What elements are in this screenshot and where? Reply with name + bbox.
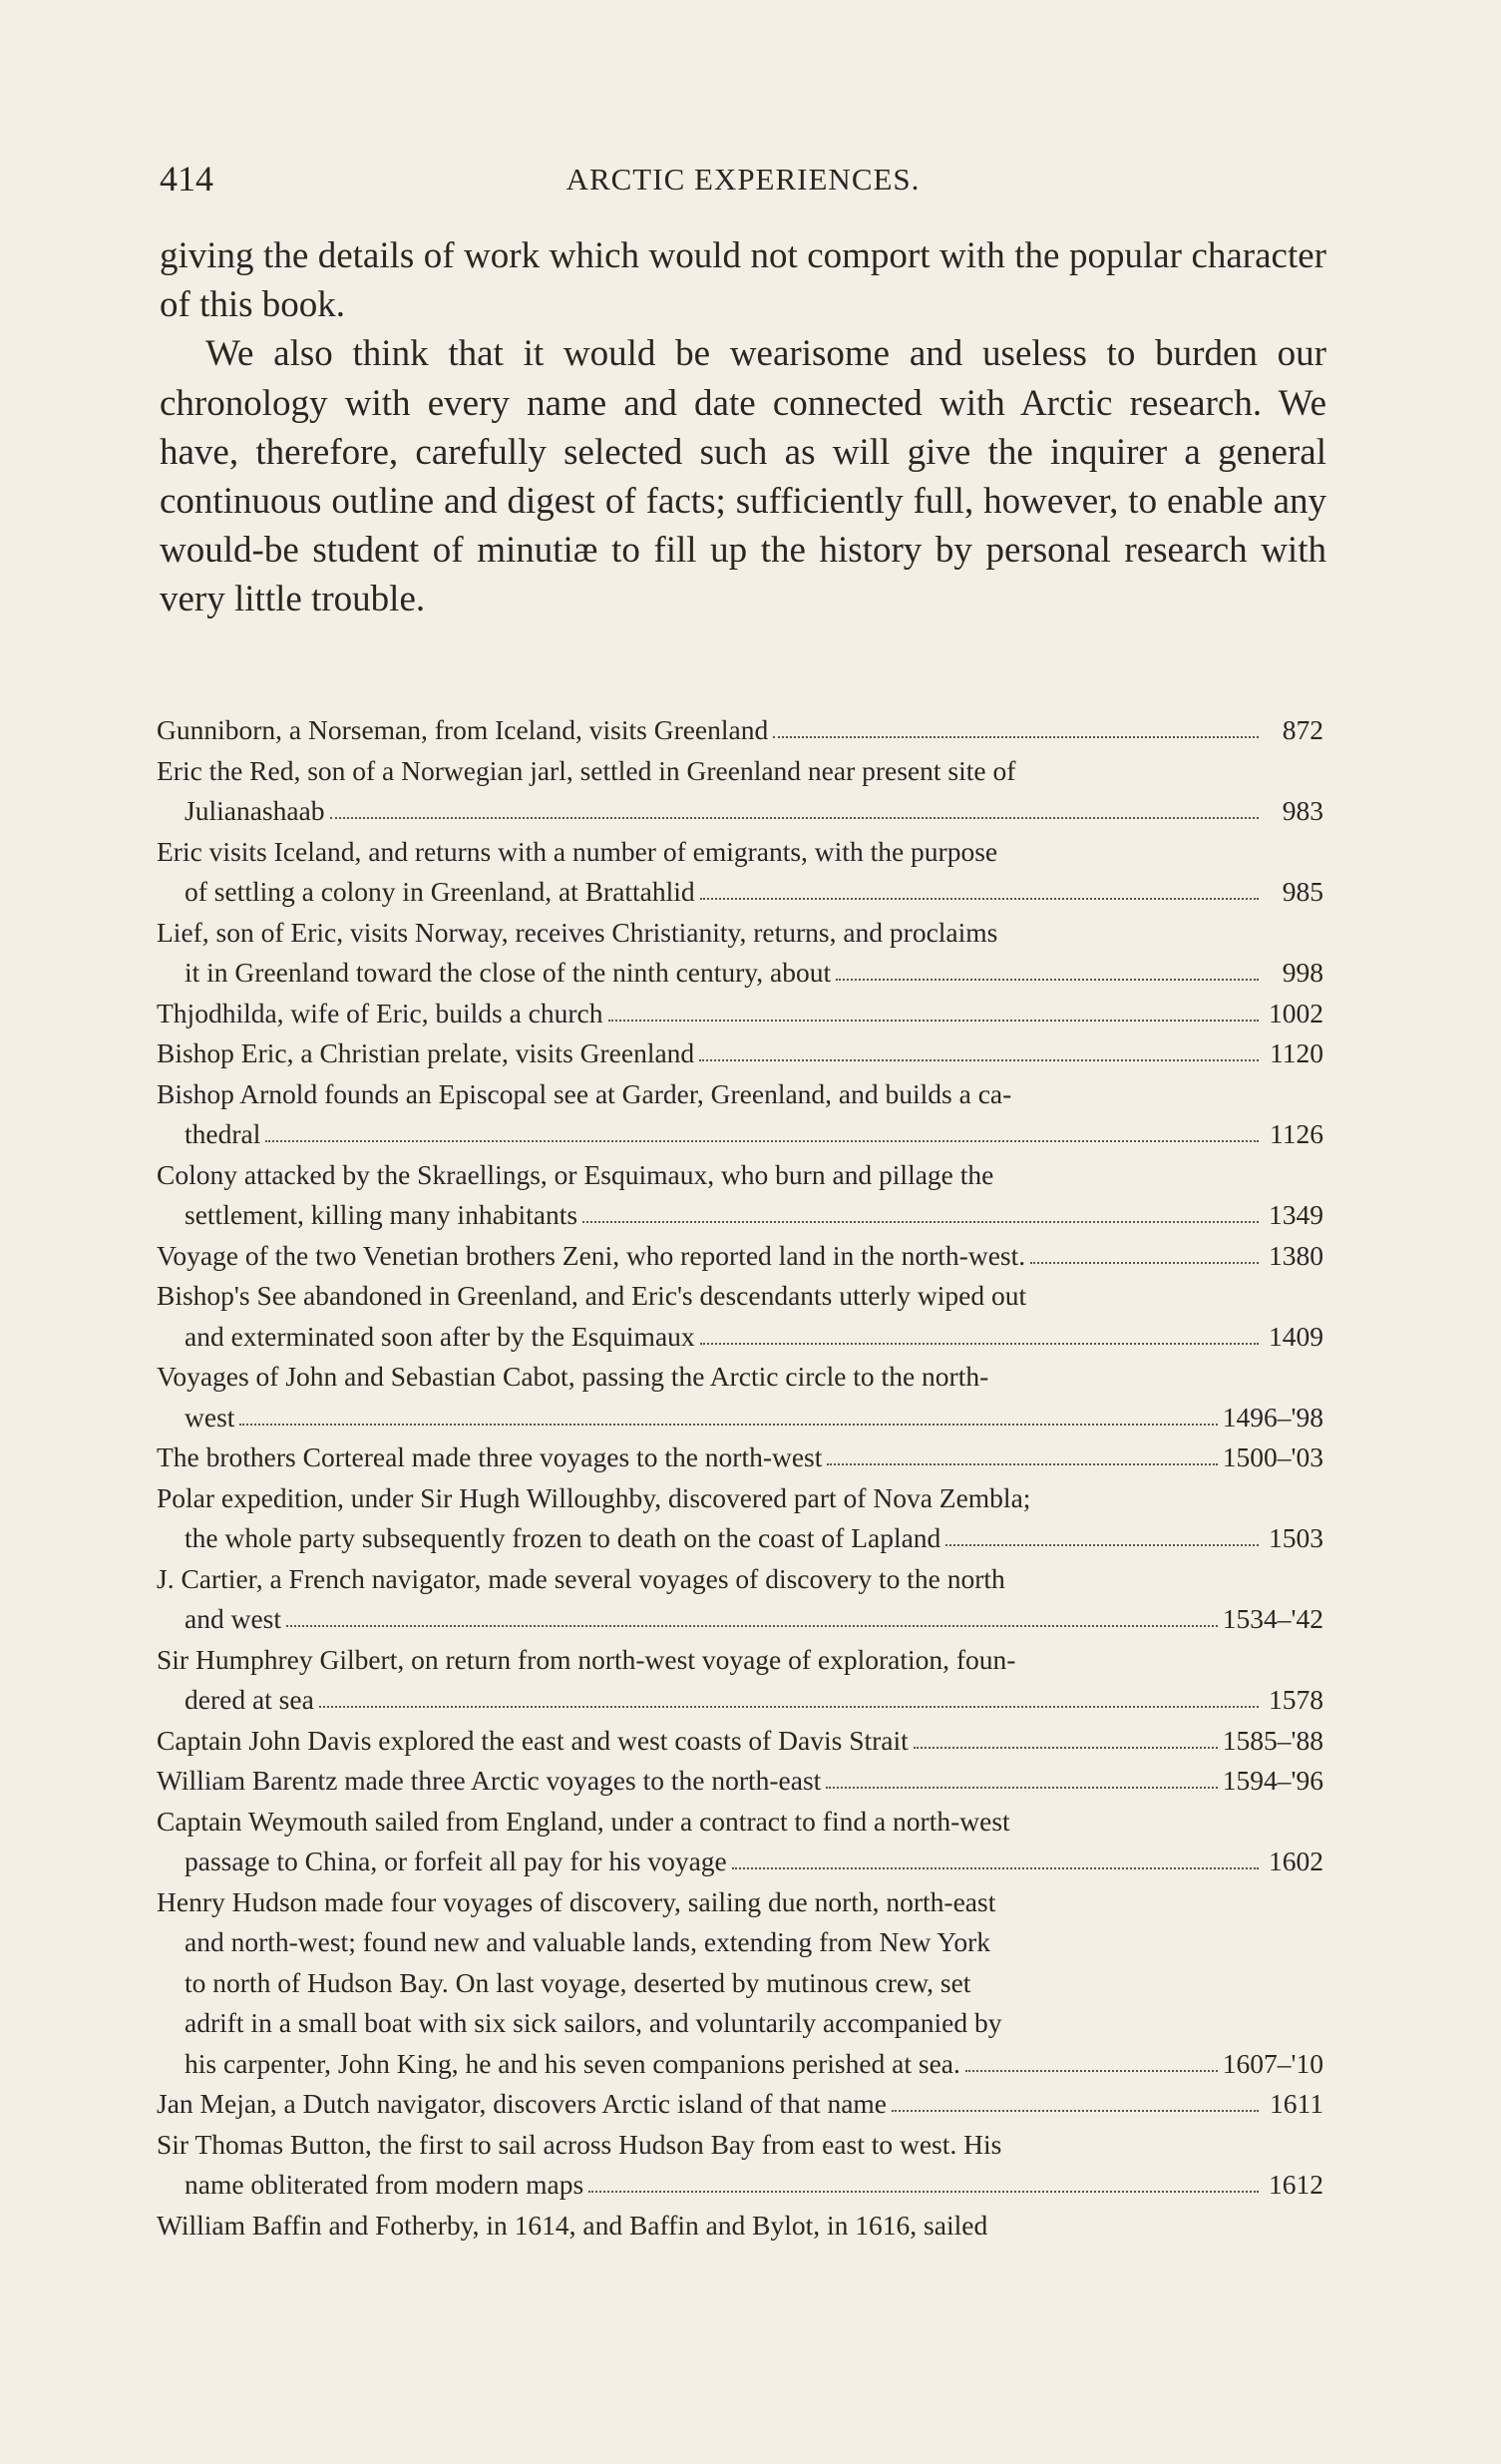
entry-continuation: dered at sea xyxy=(185,1684,314,1715)
entry-continuation: his carpenter, John King, he and his seven companions perished at sea. xyxy=(185,2047,960,2079)
entry-year: 1349 xyxy=(1269,1199,1323,1230)
page-number: 414 xyxy=(160,159,213,199)
dot-leader xyxy=(1030,1262,1259,1264)
entry-text: Jan Mejan, a Dutch navigator, discovers Arctic island of that name xyxy=(157,2088,888,2119)
entry-text: Eric visits Iceland, and returns with a number of emigrants, with the purpose xyxy=(157,835,998,867)
entry-continuation: west xyxy=(185,1401,235,1433)
entry-line xyxy=(157,1721,1323,1762)
dot-leader xyxy=(319,1706,1259,1708)
entry-text: Sir Thomas Button, the first to sail across Hudson Bay from east to west. His xyxy=(157,2128,1002,2160)
entry-year: 1611 xyxy=(1270,2088,1323,2119)
entry-continuation: name obliterated from modern maps xyxy=(185,2169,584,2200)
chronology-entry xyxy=(157,1761,1323,1802)
entry-text: William Baffin and Fotherby, in 1614, and Baffin and Bylot, in 1616, sailed xyxy=(157,2209,988,2241)
entry-text: Captain Weymouth sailed from England, under a contract to find a north-west xyxy=(157,1805,1010,1837)
entry-text: The brothers Cortereal made three voyages to the north-west xyxy=(157,1441,823,1472)
entry-line xyxy=(157,710,1323,751)
chronology-entry xyxy=(157,1033,1323,1074)
entry-line xyxy=(157,1398,1323,1438)
chronology-entry xyxy=(157,1882,1323,2085)
entry-line xyxy=(157,1195,1323,1236)
entry-year: 1578 xyxy=(1269,1684,1323,1715)
chronology-entry xyxy=(157,2084,1323,2125)
entry-year: 1002 xyxy=(1269,997,1323,1028)
intro-paragraph: We also think that it would be wearisome and useless to burden our chronology with every name and date connected with Arctic research. We have, therefore, carefully selected such as will give the inquirer a general continuous outline and digest of facts; sufficiently full, however, to enable any would-be student of minutiæ to fill up the history by personal research with very little trouble. xyxy=(160,333,1326,620)
page-header xyxy=(160,158,1326,207)
entry-text: Sir Humphrey Gilbert, on return from north-west voyage of exploration, foun- xyxy=(157,1643,1016,1675)
chronology-entry xyxy=(157,1276,1323,1357)
chronology-entry xyxy=(157,2206,1323,2247)
entry-continuation: and west xyxy=(185,1603,281,1634)
chronology-entry xyxy=(157,913,1323,994)
entry-year: 1594–'96 xyxy=(1222,1765,1323,1796)
chronology-entry xyxy=(157,1559,1323,1640)
entry-line xyxy=(157,1842,1323,1882)
dot-leader xyxy=(239,1424,1217,1426)
entry-year: 1409 xyxy=(1269,1320,1323,1352)
dot-leader xyxy=(836,979,1259,981)
entry-text: Polar expedition, under Sir Hugh Willoughby, discovered part of Nova Zembla; xyxy=(157,1481,1031,1513)
entry-year: 1612 xyxy=(1269,2169,1323,2200)
chronology-entry xyxy=(157,1721,1323,1762)
entry-year: 1503 xyxy=(1269,1522,1323,1553)
entry-text: Colony attacked by the Skraellings, or Esquimaux, who burn and pillage the xyxy=(157,1158,994,1190)
dot-leader xyxy=(827,1463,1217,1465)
entry-continuation: it in Greenland toward the close of the ninth century, about xyxy=(185,957,832,988)
entry-year: 872 xyxy=(1282,714,1323,745)
entry-text: Eric the Red, son of a Norwegian jarl, settled in Greenland near present site of xyxy=(157,754,1016,786)
entry-line xyxy=(157,1033,1323,1074)
chronology-entry xyxy=(157,710,1323,751)
chronology-entry xyxy=(157,832,1323,913)
dot-leader xyxy=(892,2110,1259,2112)
chronology-list xyxy=(157,710,1323,2246)
intro-paragraph: giving the details of work which would not comport with the popular character of this book. xyxy=(160,235,1326,326)
entry-line xyxy=(157,791,1323,832)
entry-line xyxy=(157,994,1323,1034)
entry-text: Captain John Davis explored the east and west coasts of Davis Strait xyxy=(157,1724,909,1756)
dot-leader xyxy=(826,1787,1217,1789)
chronology-entry xyxy=(157,1640,1323,1721)
entry-continuation: of settling a colony in Greenland, at Brattahlid xyxy=(185,876,695,907)
entry-year: 1120 xyxy=(1270,1037,1323,1068)
dot-leader xyxy=(945,1544,1259,1546)
entry-year: 1607–'10 xyxy=(1222,2047,1323,2079)
chronology-entry xyxy=(157,2125,1323,2206)
entry-line xyxy=(157,1761,1323,1802)
dot-leader xyxy=(699,1059,1259,1061)
dot-leader xyxy=(265,1140,1259,1142)
entry-year: 1534–'42 xyxy=(1222,1603,1323,1634)
entry-year: 1126 xyxy=(1270,1118,1323,1149)
entry-line xyxy=(157,2084,1323,2125)
chronology-entry xyxy=(157,751,1323,832)
entry-line xyxy=(157,953,1323,994)
dot-leader xyxy=(582,1221,1259,1223)
entry-line xyxy=(157,1236,1323,1277)
entry-line xyxy=(157,1518,1323,1559)
dot-leader xyxy=(700,1343,1259,1345)
entry-year: 1500–'03 xyxy=(1222,1441,1323,1472)
entry-continuation: passage to China, or forfeit all pay for his voyage xyxy=(185,1846,727,1876)
entry-text: Bishop Arnold founds an Episcopal see at Garder, Greenland, and builds a ca- xyxy=(157,1077,1012,1109)
dot-leader xyxy=(608,1020,1259,1022)
entry-line xyxy=(157,1317,1323,1358)
dot-leader xyxy=(773,736,1259,738)
entry-year: 1496–'98 xyxy=(1222,1401,1323,1433)
entry-line xyxy=(157,2165,1323,2206)
entry-text: Voyages of John and Sebastian Cabot, passing the Arctic circle to the north- xyxy=(157,1361,989,1392)
entry-line xyxy=(157,1680,1323,1721)
entry-year: 998 xyxy=(1282,957,1323,988)
dot-leader xyxy=(588,2191,1259,2193)
entry-continuation: settlement, killing many inhabitants xyxy=(185,1199,578,1230)
entry-continuation: to north of Hudson Bay. On last voyage, deserted by mutinous crew, set xyxy=(185,1966,971,1998)
entry-line xyxy=(157,1437,1323,1478)
entry-line xyxy=(157,1599,1323,1640)
dot-leader xyxy=(286,1625,1218,1627)
chronology-entry xyxy=(157,1478,1323,1559)
entry-text: Gunniborn, a Norseman, from Iceland, visits Greenland xyxy=(157,714,769,745)
entry-text: Bishop's See abandoned in Greenland, and Eric's descendants utterly wiped out xyxy=(157,1280,1027,1311)
intro-text xyxy=(160,231,1326,624)
entry-text: Lief, son of Eric, visits Norway, receives Christianity, returns, and proclaims xyxy=(157,916,998,948)
dot-leader xyxy=(965,2070,1218,2072)
entry-text: Henry Hudson made four voyages of discovery, sailing due north, north-east xyxy=(157,1885,996,1917)
chronology-entry xyxy=(157,1357,1323,1437)
entry-line xyxy=(157,1114,1323,1155)
entry-continuation: Julianashaab xyxy=(185,795,325,826)
entry-year: 1602 xyxy=(1269,1846,1323,1876)
entry-line xyxy=(157,2044,1323,2085)
entry-text: Thjodhilda, wife of Eric, builds a church xyxy=(157,997,603,1028)
entry-line xyxy=(157,872,1323,913)
entry-year: 1585–'88 xyxy=(1222,1724,1323,1756)
entry-continuation: and exterminated soon after by the Esquimaux xyxy=(185,1320,695,1352)
entry-year: 983 xyxy=(1282,795,1323,826)
entry-continuation: adrift in a small boat with six sick sailors, and voluntarily accompanied by xyxy=(185,2007,1002,2038)
chronology-entry xyxy=(157,994,1323,1034)
entry-continuation: and north-west; found new and valuable lands, extending from New York xyxy=(185,1926,991,1957)
dot-leader xyxy=(732,1867,1259,1869)
entry-text: Voyage of the two Venetian brothers Zeni, who reported land in the north-west. xyxy=(157,1239,1026,1271)
chronology-entry xyxy=(157,1802,1323,1882)
dot-leader xyxy=(330,817,1259,819)
dot-leader xyxy=(914,1747,1218,1749)
entry-continuation: thedral xyxy=(185,1118,261,1149)
chronology-entry xyxy=(157,1437,1323,1478)
entry-text: William Barentz made three Arctic voyages to the north-east xyxy=(157,1765,822,1796)
dot-leader xyxy=(700,898,1259,900)
chronology-entry xyxy=(157,1155,1323,1236)
chronology-entry xyxy=(157,1236,1323,1277)
entry-year: 985 xyxy=(1282,876,1323,907)
entry-year: 1380 xyxy=(1269,1239,1323,1271)
chronology-entry xyxy=(157,1074,1323,1155)
running-title: ARCTIC EXPERIENCES. xyxy=(565,162,921,197)
entry-text: J. Cartier, a French navigator, made several voyages of discovery to the north xyxy=(157,1562,1005,1594)
entry-text: Bishop Eric, a Christian prelate, visits Greenland xyxy=(157,1037,695,1068)
entry-continuation: the whole party subsequently frozen to death on the coast of Lapland xyxy=(185,1522,941,1553)
